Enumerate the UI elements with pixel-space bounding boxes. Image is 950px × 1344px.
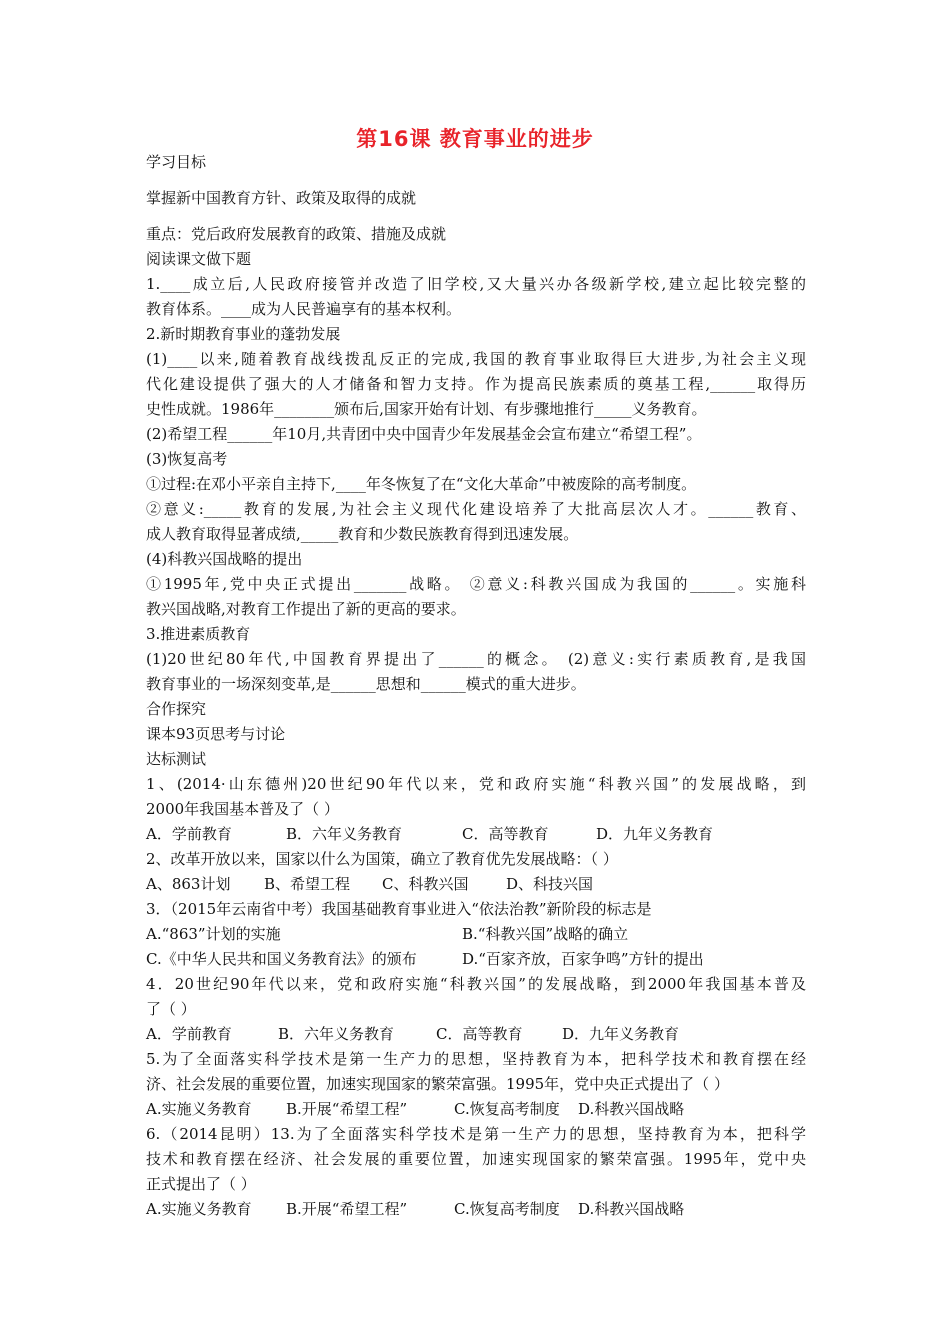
test-question-5: 5.为了全面落实科学技术是第一生产力的思想，坚持教育为本，把科学技术和教育摆在经 bbox=[146, 1050, 806, 1068]
options-q3-row2 bbox=[146, 947, 806, 972]
document-body bbox=[146, 150, 806, 1222]
option-d: D．九年义务教育 bbox=[562, 1025, 680, 1043]
question-line: 代化建设提供了强大的人才储备和智力支持。作为提高民族素质的奠基工程,______取得历 bbox=[146, 375, 806, 393]
option-b: B.开展“希望工程” bbox=[286, 1100, 408, 1118]
test-question-5-cont: 济、社会发展的重要位置，加速实现国家的繁荣富强。1995年，党中央正式提出了（ ） bbox=[146, 1075, 729, 1093]
option-b: B．六年义务教育 bbox=[286, 825, 403, 843]
option-c: C、科教兴国 bbox=[382, 875, 469, 893]
option-c: C.恢复高考制度 bbox=[454, 1100, 560, 1118]
test-question-3: 3．（2015年云南省中考）我国基础教育事业进入“依法治教”新阶段的标志是 bbox=[146, 900, 652, 918]
test-question-2: 2、改革开放以来，国家以什么为国策，确立了教育优先发展战略：（ ） bbox=[146, 850, 618, 868]
section-heading-reading: 阅读课文做下题 bbox=[146, 250, 252, 268]
option-d: D.“百家齐放，百家争鸣”方针的提出 bbox=[462, 950, 704, 968]
option-a: A．学前教育 bbox=[146, 825, 232, 843]
question-line: 教育事业的一场深刻变革,是______思想和______模式的重大进步。 bbox=[146, 675, 586, 693]
test-question-4-cont: 了（ ） bbox=[146, 1000, 196, 1018]
objective-text: 掌握新中国教育方针、政策及取得的成就 bbox=[146, 189, 417, 207]
option-d: D、科技兴国 bbox=[506, 875, 594, 893]
options-q3-row1 bbox=[146, 922, 806, 947]
question-line: (1)____以来,随着教育战线拨乱反正的完成,我国的教育事业取得巨大进步,为社会主义现 bbox=[146, 350, 806, 368]
option-a: A．学前教育 bbox=[146, 1025, 232, 1043]
section-heading-test: 达标测试 bbox=[146, 750, 207, 768]
question-line: 教育体系。____成为人民普遍享有的基本权利。 bbox=[146, 300, 462, 318]
question-line: 史性成就。1986年________颁布后,国家开始有计划、有步骤地推行_____义务教育。 bbox=[146, 400, 707, 418]
question-line: 1.____成立后,人民政府接管并改造了旧学校,又大量兴办各级新学校,建立起比较完整的 bbox=[146, 275, 806, 293]
test-question-6: 6.（2014昆明）13.为了全面落实科学技术是第一生产力的思想，坚持教育为本，把科学 bbox=[146, 1125, 806, 1143]
option-b: B、希望工程 bbox=[264, 875, 351, 893]
question-line: ②意义:_____教育的发展,为社会主义现代化建设培养了大批高层次人才。______教育、 bbox=[146, 500, 806, 518]
option-c: C．高等教育 bbox=[436, 1025, 523, 1043]
test-question-4: 4．20世纪90年代以来，党和政府实施“科教兴国”的发展战略，到2000年我国基本普及 bbox=[146, 975, 806, 993]
question-line: ①1995年,党中央正式提出_______战略。 ②意义:科教兴国成为我国的______。实施科 bbox=[146, 575, 806, 593]
option-d: D.科教兴国战略 bbox=[578, 1100, 685, 1118]
question-line: 2.新时期教育事业的蓬勃发展 bbox=[146, 325, 341, 343]
question-line: (1)20世纪80年代,中国教育界提出了______的概念。 (2)意义:实行素质教育,是我国 bbox=[146, 650, 806, 668]
option-d: D．九年义务教育 bbox=[596, 825, 714, 843]
key-point-text: 重点：党后政府发展教育的政策、措施及成就 bbox=[146, 225, 447, 243]
section-heading-cooperation: 合作探究 bbox=[146, 700, 207, 718]
option-b: B．六年义务教育 bbox=[278, 1025, 395, 1043]
question-line: (4)科教兴国战略的提出 bbox=[146, 550, 303, 568]
options-q1 bbox=[146, 822, 806, 847]
question-line: 3.推进素质教育 bbox=[146, 625, 251, 643]
option-a: A、863计划 bbox=[146, 875, 231, 893]
option-c: C．高等教育 bbox=[462, 825, 549, 843]
question-line: (2)希望工程______年10月,共青团中央中国青少年发展基金会宣布建立“希望工程”。 bbox=[146, 425, 702, 443]
option-b: B.开展“希望工程” bbox=[286, 1200, 408, 1218]
question-line: ①过程:在邓小平亲自主持下,____年冬恢复了在“文化大革命”中被废除的高考制度。 bbox=[146, 475, 697, 493]
cooperation-text: 课本93页思考与讨论 bbox=[146, 725, 286, 743]
question-line: 教兴国战略,对教育工作提出了新的更高的要求。 bbox=[146, 600, 466, 618]
test-question-6-cont: 技术和教育摆在经济、社会发展的重要位置，加速实现国家的繁荣富强。1995年，党中央 bbox=[146, 1150, 806, 1168]
option-c: C.恢复高考制度 bbox=[454, 1200, 560, 1218]
option-a: A.“863”计划的实施 bbox=[146, 925, 281, 943]
section-heading-objectives: 学习目标 bbox=[146, 153, 207, 171]
page-title: 第16课 教育事业的进步 bbox=[356, 127, 594, 151]
options-q4 bbox=[146, 1022, 806, 1047]
question-line: 成人教育取得显著成绩,_____教育和少数民族教育得到迅速发展。 bbox=[146, 525, 579, 543]
test-question-1: 1、(2014·山东德州)20世纪90年代以来，党和政府实施“科教兴国”的发展战略，到 bbox=[146, 775, 806, 793]
options-q6 bbox=[146, 1197, 806, 1222]
question-line: (3)恢复高考 bbox=[146, 450, 228, 468]
option-c: C.《中华人民共和国义务教育法》的颁布 bbox=[146, 950, 417, 968]
test-question-6-cont: 正式提出了（ ） bbox=[146, 1175, 256, 1193]
options-q2 bbox=[146, 872, 806, 897]
option-b: B.“科教兴国”战略的确立 bbox=[462, 925, 629, 943]
options-q5 bbox=[146, 1097, 806, 1122]
option-d: D.科教兴国战略 bbox=[578, 1200, 685, 1218]
option-a: A.实施义务教育 bbox=[146, 1200, 252, 1218]
option-a: A.实施义务教育 bbox=[146, 1100, 252, 1118]
test-question-1-cont: 2000年我国基本普及了（ ） bbox=[146, 800, 339, 818]
